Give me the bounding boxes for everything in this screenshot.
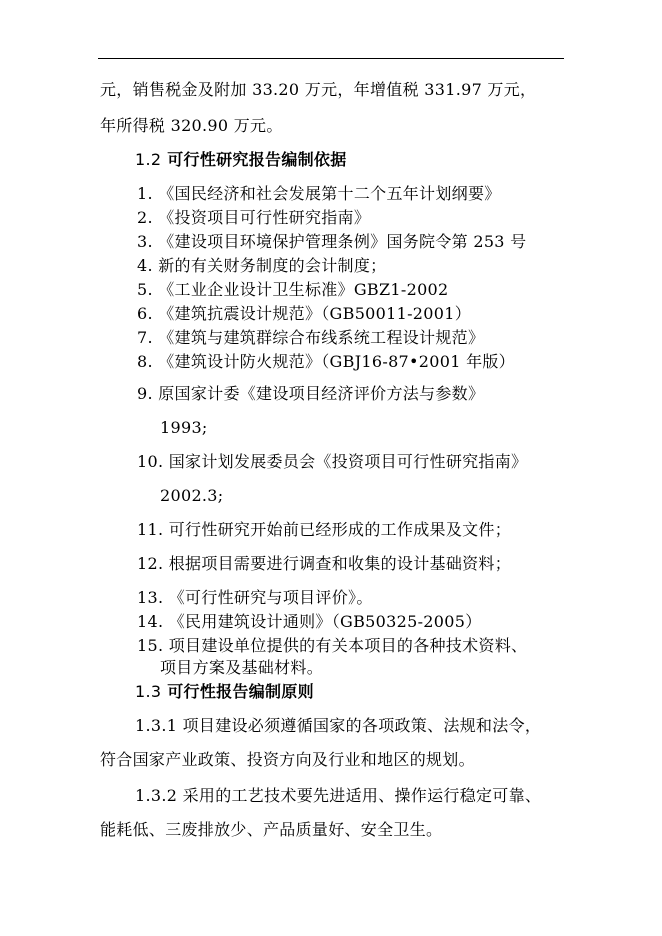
- paragraph-1-line-2: 符合国家产业政策、投资方向及行业和地区的规划。: [100, 750, 475, 769]
- list-item: 5. 《工业企业设计卫生标准》GBZ1-2002: [137, 280, 449, 299]
- paragraph-2-line-1: 1.3.2 采用的工艺技术要先进适用、操作运行稳定可靠、: [135, 786, 542, 805]
- list-item: 2. 《投资项目可行性研究指南》: [137, 208, 371, 227]
- list-item: 9. 原国家计委《建设项目经济评价方法与参数》: [137, 384, 485, 403]
- list-item: 1. 《国民经济和社会发展第十二个五年计划纲要》: [137, 184, 501, 203]
- list-item: 12. 根据项目需要进行调查和收集的设计基础资料；: [137, 554, 512, 573]
- section-number: 1.3: [135, 682, 162, 701]
- list-item-continuation: 1993;: [160, 418, 208, 437]
- intro-line-2: 年所得税 320.90 万元。: [100, 116, 283, 135]
- list-item: 13. 《可行性研究与项目评价》。: [137, 588, 373, 607]
- list-item: 11. 可行性研究开始前已经形成的工作成果及文件；: [137, 520, 512, 539]
- header-rule: [98, 58, 564, 59]
- intro-line-1: 元，销售税金及附加 33.20 万元，年增值税 331.97 万元，: [100, 80, 537, 99]
- list-item: 4. 新的有关财务制度的会计制度；: [137, 256, 387, 275]
- list-item-continuation: 2002.3;: [160, 486, 224, 505]
- list-item: 10. 国家计划发展委员会《投资项目可行性研究指南》: [137, 452, 528, 471]
- list-item: 7. 《建筑与建筑群综合布线系统工程设计规范》: [137, 328, 485, 347]
- section-title: 可行性研究报告编制依据: [167, 150, 347, 169]
- list-item-continuation: 项目方案及基础材料。: [160, 658, 324, 677]
- paragraph-1-line-1: 1.3.1 项目建设必须遵循国家的各项政策、法规和法令，: [135, 716, 542, 735]
- section-heading-1-2: [135, 150, 347, 170]
- section-title: 可行性报告编制原则: [167, 682, 314, 701]
- list-item: 6. 《建筑抗震设计规范》（GB50011-2001）: [137, 304, 472, 323]
- section-number: 1.2: [135, 150, 162, 169]
- list-item: 15. 项目建设单位提供的有关本项目的各种技术资料、: [137, 636, 528, 655]
- section-heading-1-3: [135, 682, 314, 702]
- paragraph-2-line-2: 能耗低、三废排放少、产品质量好、安全卫生。: [100, 820, 443, 839]
- list-item: 8. 《建筑设计防火规范》（GBJ16-87•2001 年版）: [137, 352, 515, 371]
- list-item: 14. 《民用建筑设计通则》（GB50325-2005）: [137, 612, 482, 631]
- list-item: 3. 《建设项目环境保护管理条例》国务院令第 253 号: [137, 232, 527, 251]
